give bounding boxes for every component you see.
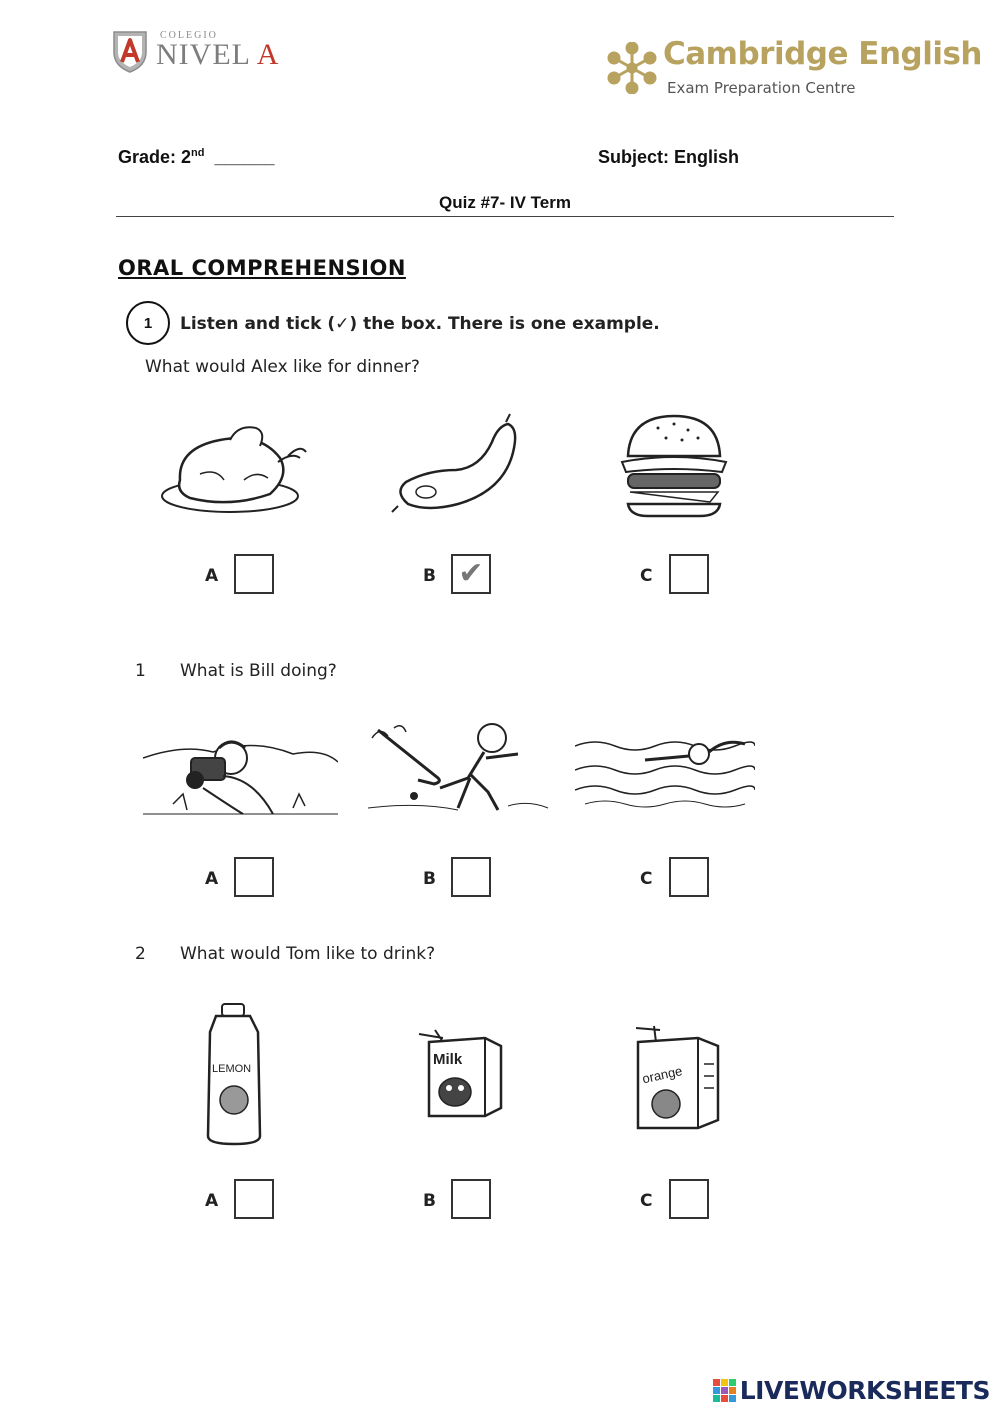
question-number: 2 <box>135 944 146 964</box>
q1-option-letter: C <box>640 869 653 889</box>
example-checkbox-c[interactable] <box>669 554 709 594</box>
playing-hockey-picture <box>358 718 550 816</box>
example-checkbox-b[interactable] <box>451 554 491 594</box>
cambridge-subtitle: Exam Preparation Centre <box>667 79 856 97</box>
q2-checkbox-b[interactable] <box>451 1179 491 1219</box>
grade-label: Grade: 2nd ______ <box>118 147 275 167</box>
section-title: ORAL COMPREHENSION <box>118 256 406 280</box>
question-text: What is Bill doing? <box>180 661 337 681</box>
example-option-letter: C <box>640 566 653 586</box>
example-checkbox-a[interactable] <box>234 554 274 594</box>
q1-option-letter: B <box>423 869 436 889</box>
school-small-label: COLEGIO <box>160 30 218 41</box>
q1-option-letter: A <box>205 869 219 889</box>
q1-checkbox-c[interactable] <box>669 857 709 897</box>
orange-juice-carton-picture <box>628 1024 722 1132</box>
orange-label: orange <box>640 1063 684 1087</box>
lemonade-bottle-picture <box>200 1002 270 1148</box>
exercise-instruction: Listen and tick (✓) the box. There is one example. <box>180 314 660 334</box>
example-option-letter: A <box>205 566 219 586</box>
question-text: What would Tom like to drink? <box>180 944 436 964</box>
taking-photos-picture <box>143 718 338 816</box>
cambridge-title: Cambridge English <box>663 36 982 72</box>
q2-option-letter: A <box>205 1191 219 1211</box>
tick-mark-icon: ✔ <box>458 557 484 590</box>
question-number: 1 <box>135 661 146 681</box>
q2-option-letter: B <box>423 1191 436 1211</box>
quiz-title: Quiz #7- IV Term <box>439 193 571 212</box>
sausage-picture <box>388 412 518 522</box>
liveworksheets-branding <box>713 1376 990 1405</box>
grade-blank[interactable]: ______ <box>214 147 275 167</box>
exercise-number-badge: 1 <box>126 301 170 345</box>
roast-chicken-picture <box>160 418 310 520</box>
school-name: NIVEL A <box>156 38 280 71</box>
liveworksheets-logo-icon <box>713 1379 737 1403</box>
q1-checkbox-b[interactable] <box>451 857 491 897</box>
lemonade-label: LEMON <box>212 1063 252 1075</box>
q2-checkbox-a[interactable] <box>234 1179 274 1219</box>
example-option-letter: B <box>423 566 436 586</box>
cambridge-logo-icon <box>606 42 658 94</box>
swimming-picture <box>575 726 755 810</box>
liveworksheets-brand-text: LIVEWORKSHEETS <box>739 1376 990 1405</box>
milk-carton-picture <box>413 1028 505 1120</box>
example-question: What would Alex like for dinner? <box>145 357 420 377</box>
colegio-nivela-shield-logo <box>110 28 150 74</box>
burger-picture <box>622 416 726 516</box>
q2-option-letter: C <box>640 1191 653 1211</box>
header-divider <box>116 216 894 217</box>
q1-checkbox-a[interactable] <box>234 857 274 897</box>
subject-label: Subject: English <box>598 147 740 167</box>
milk-label: Milk <box>433 1051 463 1068</box>
q2-checkbox-c[interactable] <box>669 1179 709 1219</box>
